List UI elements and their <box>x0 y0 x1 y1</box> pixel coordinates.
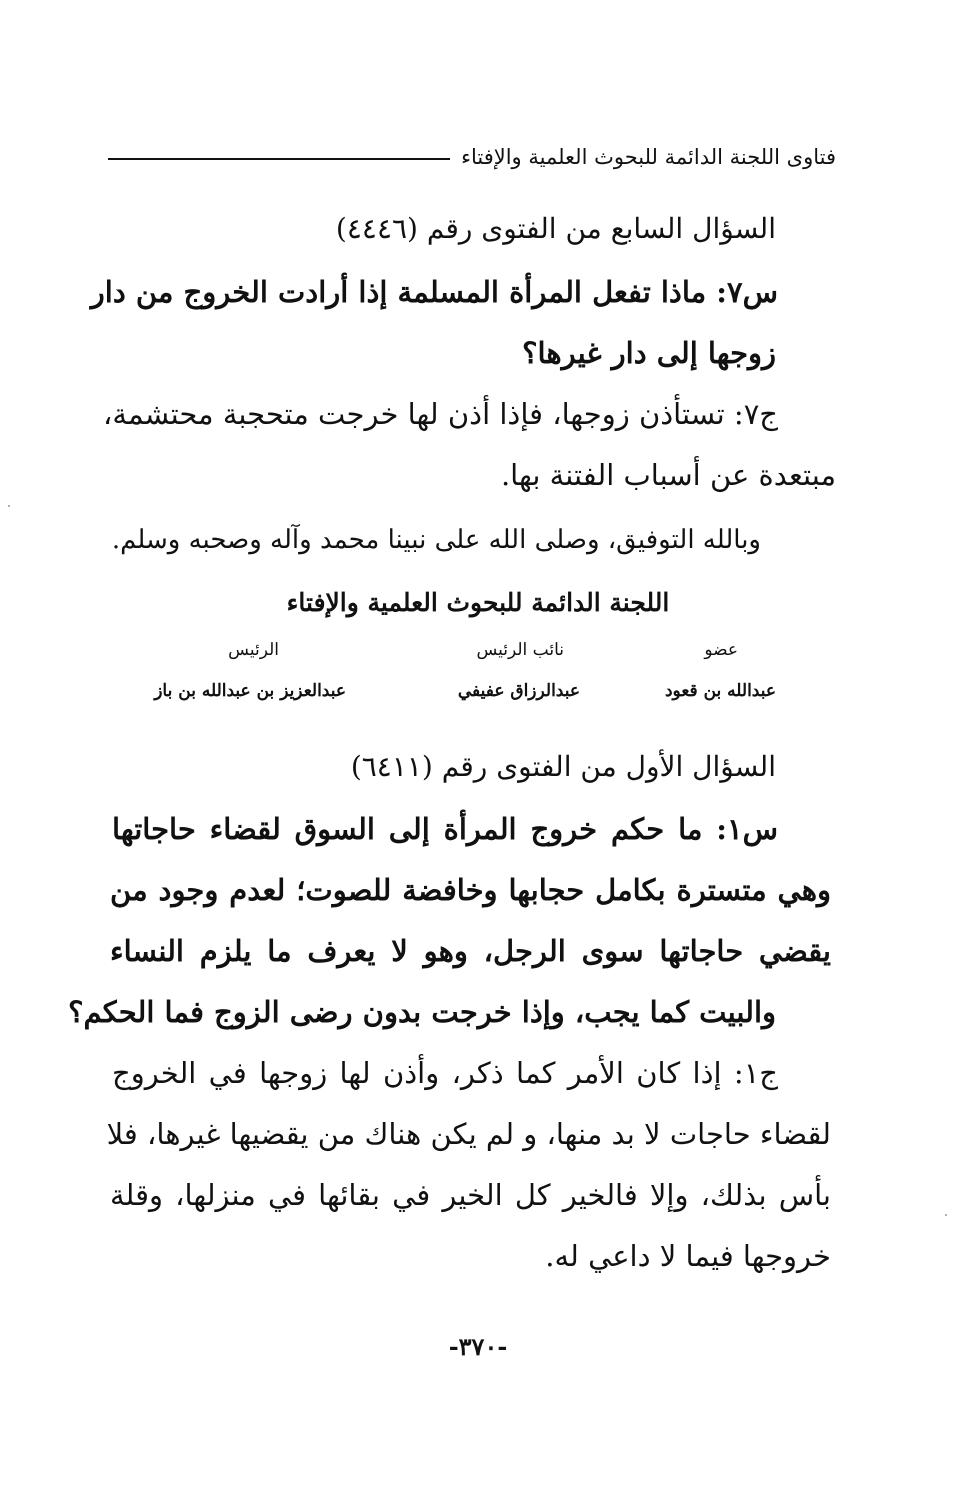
fatwa-4446-question-line-1: س٧: ماذا تفعل المرأة المسلمة إذا أرادت الخروج من دار <box>90 275 778 309</box>
fatwa-4446-closing: وبالله التوفيق، وصلى الله على نبينا محمد وآله وصحبه وسلم. <box>111 525 761 555</box>
fatwa-4446-answer-line-2: مبتعدة عن أسباب الفتنة بها. <box>500 458 836 492</box>
fatwa-4446-question-line-2: زوجها إلى دار غيرها؟ <box>522 336 776 370</box>
fatwa-6411-question-line-3: يقضي حاجاتها سوى الرجل، وهو لا يعرف ما يلزم النساء <box>110 934 831 968</box>
signatory-name-president: عبدالعزيز بن عبدالله بن باز <box>154 681 346 701</box>
fatwa-6411-answer-line-2: لقضاء حاجات لا بد منها، و لم يكن هناك من يقضيها غيرها، فلا <box>106 1117 831 1151</box>
committee-name: اللجنة الدائمة للبحوث العلمية والإفتاء <box>286 588 670 617</box>
fatwa-6411-answer-line-1: ج١: إذا كان الأمر كما ذكر، وأذن لها زوجها في الخروج <box>112 1056 778 1090</box>
fatwa-4446-answer-line-1: ج٧: تستأذن زوجها، فإذا أذن لها خرجت متحجبة محتشمة، <box>103 397 778 431</box>
header-rule <box>108 158 450 160</box>
fatwa-4446-title: السؤال السابع من الفتوى رقم (٤٤٤٦) <box>335 212 776 245</box>
fatwa-6411-question-line-4: والبيت كما يجب، وإذا خرجت بدون رضى الزوج فما الحكم؟ <box>68 995 776 1029</box>
signatory-role-vice-president: نائب الرئيس <box>476 640 564 660</box>
running-header-title: فتاوى اللجنة الدائمة للبحوث العلمية والإفتاء <box>461 145 836 169</box>
signatory-name-member: عبدالله بن قعود <box>664 681 776 701</box>
scan-speck <box>8 505 10 507</box>
signatory-role-member: عضو <box>704 640 738 660</box>
fatwa-6411-question-line-1: س١: ما حكم خروج المرأة إلى السوق لقضاء حاجاتها <box>112 812 778 846</box>
fatwa-6411-title: السؤال الأول من الفتوى رقم (٦٤١١) <box>350 750 776 783</box>
signatory-role-president: الرئيس <box>228 640 279 660</box>
page-number: -٣٧٠- <box>448 1332 508 1361</box>
fatwa-6411-answer-line-3: بأس بذلك، وإلا فالخير كل الخير في بقائها في منزلها، وقلة <box>110 1178 831 1212</box>
fatwa-6411-answer-line-4: خروجها فيما لا داعي له. <box>545 1239 831 1273</box>
fatwa-6411-question-line-2: وهي متسترة بكامل حجابها وخافضة للصوت؛ لعدم وجود من <box>110 873 831 907</box>
scan-speck <box>945 1214 947 1216</box>
signatory-name-vice-president: عبدالرزاق عفيفي <box>457 681 580 701</box>
